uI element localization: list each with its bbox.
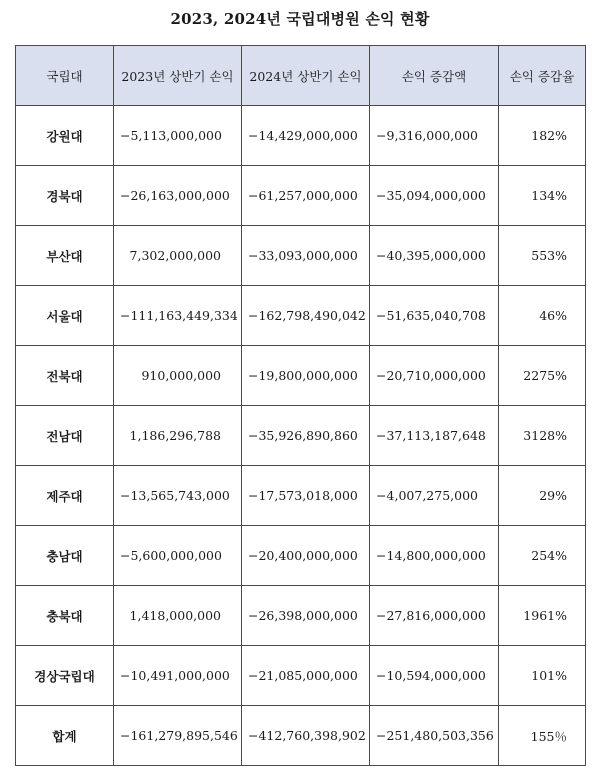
table-row — [16, 466, 586, 526]
cell-university: 전북대 — [16, 346, 114, 406]
cell-2023-h1: −161,279,895,546 — [114, 706, 242, 766]
cell-change-amount: −27,816,000,000 — [370, 586, 499, 646]
cell-2024-h1: −19,800,000,000 — [242, 346, 370, 406]
cell-2023-h1: −13,565,743,000 — [114, 466, 242, 526]
cell-change-amount: −251,480,503,356 — [370, 706, 499, 766]
cell-university: 충남대 — [16, 526, 114, 586]
cell-2024-h1: −162,798,490,042 — [242, 286, 370, 346]
table-row — [16, 646, 586, 706]
profit-loss-table — [15, 45, 586, 766]
cell-change-rate: 2275% — [499, 346, 586, 406]
table-row — [16, 166, 586, 226]
table-row — [16, 346, 586, 406]
header-2023-h1: 2023년 상반기 손익 — [114, 46, 242, 106]
cell-change-amount: −37,113,187,648 — [370, 406, 499, 466]
header-2024-h1: 2024년 상반기 손익 — [242, 46, 370, 106]
cell-2023-h1: 1,186,296,788 — [114, 406, 242, 466]
cell-change-rate: 46% — [499, 286, 586, 346]
cell-2023-h1: −5,113,000,000 — [114, 106, 242, 166]
cell-change-rate: 134% — [499, 166, 586, 226]
cell-2023-h1: −10,491,000,000 — [114, 646, 242, 706]
cell-2024-h1: −33,093,000,000 — [242, 226, 370, 286]
header-change-rate: 손익 증감율 — [499, 46, 586, 106]
cell-university: 강원대 — [16, 106, 114, 166]
cell-2024-h1: −412,760,398,902 — [242, 706, 370, 766]
cell-change-amount: −14,800,000,000 — [370, 526, 499, 586]
cell-university: 제주대 — [16, 466, 114, 526]
cell-2024-h1: −17,573,018,000 — [242, 466, 370, 526]
cell-2024-h1: −61,257,000,000 — [242, 166, 370, 226]
cell-2024-h1: −26,398,000,000 — [242, 586, 370, 646]
document-title: 2023, 2024년 국립대병원 손익 현황 — [170, 10, 430, 28]
table-row — [16, 406, 586, 466]
cell-university: 경북대 — [16, 166, 114, 226]
cell-change-rate: 254% — [499, 526, 586, 586]
cell-university: 전남대 — [16, 406, 114, 466]
table-header-row — [16, 46, 586, 106]
cell-change-amount: −40,395,000,000 — [370, 226, 499, 286]
table-row — [16, 526, 586, 586]
cell-2023-h1: 7,302,000,000 — [114, 226, 242, 286]
table-body — [16, 106, 586, 766]
cell-2023-h1: −26,163,000,000 — [114, 166, 242, 226]
cell-university: 합계 — [16, 706, 114, 766]
cell-change-amount: −9,316,000,000 — [370, 106, 499, 166]
cell-2023-h1: 1,418,000,000 — [114, 586, 242, 646]
cell-change-rate: 553% — [499, 226, 586, 286]
table-row — [16, 586, 586, 646]
header-change-amount: 손익 증감액 — [370, 46, 499, 106]
cell-university: 충북대 — [16, 586, 114, 646]
cell-2024-h1: −14,429,000,000 — [242, 106, 370, 166]
cell-change-amount: −20,710,000,000 — [370, 346, 499, 406]
cell-2023-h1: −5,600,000,000 — [114, 526, 242, 586]
table-row — [16, 706, 586, 766]
cell-change-rate: 182% — [499, 106, 586, 166]
cell-change-amount: −10,594,000,000 — [370, 646, 499, 706]
cell-change-rate: 155％ — [499, 706, 586, 766]
cell-2023-h1: −111,163,449,334 — [114, 286, 242, 346]
cell-change-rate: 101% — [499, 646, 586, 706]
cell-2024-h1: −20,400,000,000 — [242, 526, 370, 586]
cell-2023-h1: 910,000,000 — [114, 346, 242, 406]
cell-university: 서울대 — [16, 286, 114, 346]
cell-change-rate: 3128% — [499, 406, 586, 466]
cell-change-amount: −51,635,040,708 — [370, 286, 499, 346]
cell-change-rate: 1961% — [499, 586, 586, 646]
cell-university: 부산대 — [16, 226, 114, 286]
table-row — [16, 226, 586, 286]
table-row — [16, 106, 586, 166]
cell-change-amount: −4,007,275,000 — [370, 466, 499, 526]
header-university: 국립대 — [16, 46, 114, 106]
cell-2024-h1: −35,926,890,860 — [242, 406, 370, 466]
table-row — [16, 286, 586, 346]
cell-change-amount: −35,094,000,000 — [370, 166, 499, 226]
cell-university: 경상국립대 — [16, 646, 114, 706]
cell-2024-h1: −21,085,000,000 — [242, 646, 370, 706]
cell-change-rate: 29% — [499, 466, 586, 526]
